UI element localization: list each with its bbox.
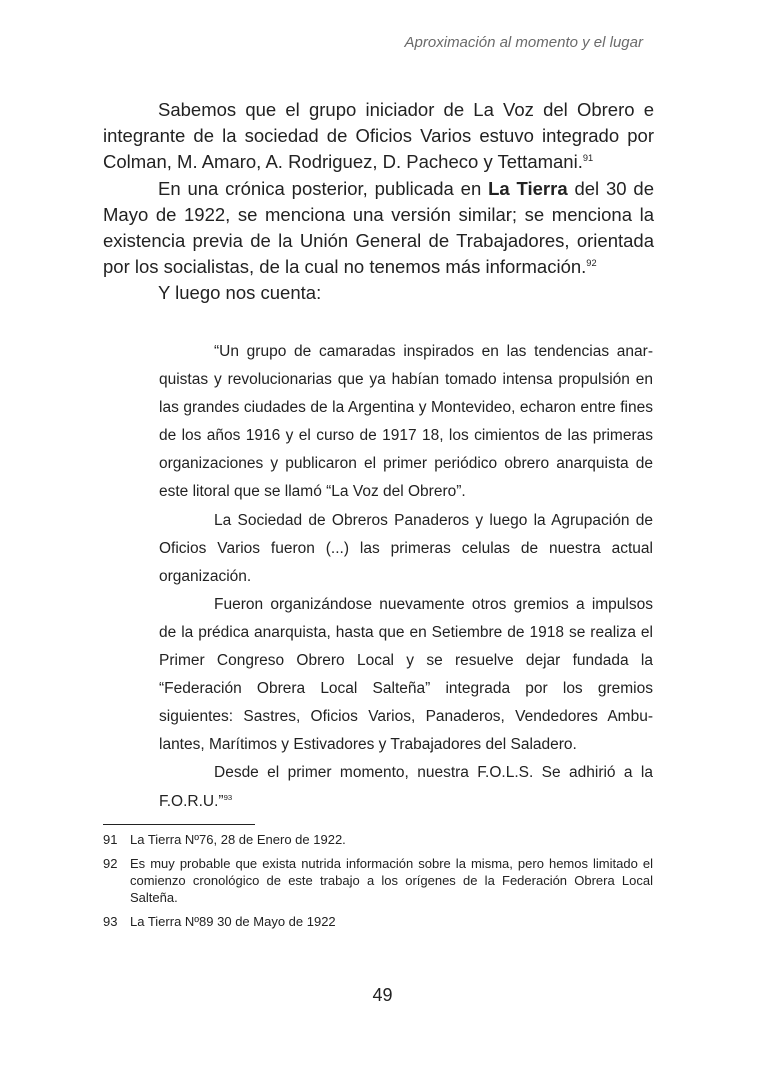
paragraph-3: Y luego nos cuenta:: [158, 282, 322, 304]
footnote-text: La Tierra Nº76, 28 de Enero de 1922.: [130, 832, 346, 847]
main-text: [103, 97, 654, 307]
footnote-number: 91: [103, 832, 118, 847]
footnote-ref-93[interactable]: 93: [223, 792, 233, 802]
quote-paragraph-4: [159, 759, 653, 815]
footnote-text: Es muy probable que exista nutrida información sobre la misma, pero hemos limitado el comienzo cronológico de este trabajo a los orígenes de la Federación Obrera Local Salteña.: [130, 856, 653, 905]
quote-paragraph-4-text: Desde el primer momento, nuestra F.O.L.S. Se adhirió a la F.O.R.U.”: [159, 764, 653, 810]
paragraph-1: [103, 97, 654, 176]
newspaper-title: La Tierra: [488, 177, 568, 199]
footnotes: [103, 831, 653, 937]
quote-paragraph-3: Fueron organizándose nuevamente otros gremios a impulsos de la prédica anarquista, hasta que en Setiembre de 1918 se realiza el Primer Congreso Obrero Local y se resuelve dejar fundada la “Federación Obrera Local Salteña” integrada por los gremios siguientes: Sastres, Oficios Varios, Panaderos, Vendedores Ambulantes, Marítimos y Estivadores y Trabajadores del Saladero.: [159, 595, 653, 754]
paragraph-2-text-before: En una crónica posterior, publicada en: [158, 177, 489, 199]
footnote-number: 92: [103, 856, 118, 871]
paragraph-1-text: Sabemos que el grupo iniciador de La Voz del Obrero e integrante de la sociedad de Oficios Varios estuvo integrado por Colman, M. Amaro, A. Rodriguez, D. Pacheco y Tettamani.: [103, 99, 654, 173]
paragraph-2: [103, 176, 654, 281]
footnote-ref-92[interactable]: 92: [586, 258, 597, 269]
block-quote: [159, 338, 653, 816]
quote-paragraph-1: “Un grupo de camaradas inspirados en las tendencias anarquistas y revolucionarias que ya habían tomado intensa propulsión en las grandes ciudades de la Argentina y Montevideo, echaron entre fines de los años 1916 y el curso de 1917 18, los cimientos de las primeras organizaciones y publicaron el primer periódico obrero anarquista de este litoral que se llamó “La Voz del Obrero”.: [159, 343, 653, 501]
footnote-92: [103, 855, 653, 906]
running-title: Aproximación al momento y el lugar: [404, 34, 643, 51]
footnote-91: [103, 831, 653, 848]
footnote-separator: [103, 824, 255, 825]
footnote-ref-91[interactable]: 91: [582, 153, 594, 164]
footnote-93: [103, 913, 653, 930]
footnote-text: La Tierra Nº89 30 de Mayo de 1922: [130, 914, 336, 929]
paragraph-2-text-after: del 30 de Mayo de 1922, se menciona una versión similar; se menciona la existencia previa de la Unión General de Trabajadores, orientada por los socialistas, de la cual no tenemos más información.: [103, 177, 655, 278]
quote-paragraph-2: La Sociedad de Obreros Panaderos y luego la Agrupación de Oficios Varios fueron (...) las primeras celulas de nuestra actual organización.: [159, 511, 653, 585]
footnote-number: 93: [103, 914, 118, 929]
page-number: 49: [372, 985, 393, 1005]
